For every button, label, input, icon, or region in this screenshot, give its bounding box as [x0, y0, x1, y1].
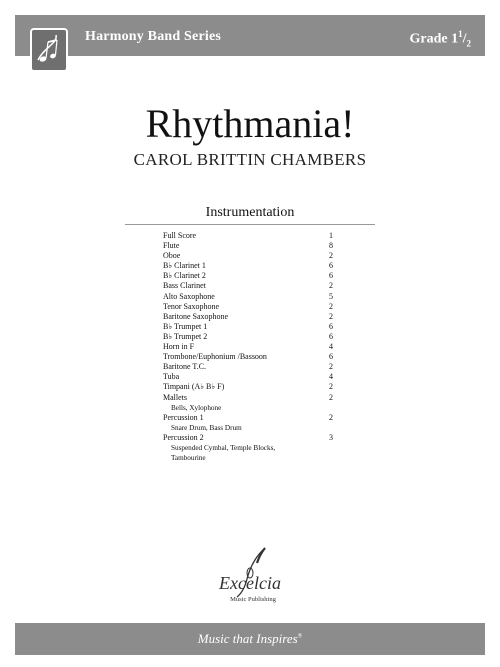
instrument-quantity: 2 — [329, 412, 333, 422]
instrument-name: Oboe — [163, 251, 181, 261]
instrumentation-item — [163, 292, 343, 302]
instrument-name: Percussion 1 — [163, 412, 204, 422]
publisher-subtitle: Music Publishing — [230, 596, 276, 603]
publisher-name: Excelcia — [219, 573, 281, 593]
instrument-quantity: 2 — [329, 392, 333, 402]
instrument-quantity: 2 — [329, 281, 333, 291]
grade-text: Grade 1 — [409, 31, 459, 47]
instrumentation-item — [163, 302, 343, 312]
instrument-quantity: 6 — [329, 352, 333, 362]
instrument-name: B♭ Trumpet 2 — [163, 331, 208, 341]
instrumentation-item — [163, 322, 343, 332]
instrument-name: Full Score — [163, 231, 197, 240]
instrumentation-item — [163, 281, 343, 291]
instrument-quantity: 2 — [329, 382, 333, 392]
instrument-quantity: 6 — [329, 331, 333, 341]
instrumentation-list — [163, 231, 343, 463]
instrument-quantity: 2 — [329, 362, 333, 372]
instrument-quantity: 2 — [329, 301, 333, 311]
instrument-name: Snare Drum, Bass Drum — [171, 423, 242, 432]
instrumentation-detail — [163, 423, 343, 433]
instrumentation-item — [163, 241, 343, 251]
instrument-name: Baritone Saxophone — [163, 311, 229, 321]
instrument-quantity: 8 — [329, 241, 333, 251]
instrument-quantity: 4 — [329, 372, 333, 382]
instrument-name: Mallets — [163, 392, 187, 402]
instrument-quantity: 2 — [329, 251, 333, 261]
instrumentation-item — [163, 312, 343, 322]
instrument-name: B♭ Clarinet 2 — [163, 271, 206, 281]
instrument-quantity: 6 — [329, 321, 333, 331]
instrument-quantity: 6 — [329, 261, 333, 271]
instrument-quantity: 4 — [329, 342, 333, 352]
instrumentation-item — [163, 342, 343, 352]
instrument-name: Flute — [163, 241, 180, 251]
instrument-quantity: 6 — [329, 271, 333, 281]
instrumentation-item — [163, 393, 343, 403]
instrument-name: Trombone/Euphonium /Bassoon — [163, 352, 267, 362]
instrumentation-item — [163, 433, 343, 443]
instrument-name: Baritone T.C. — [163, 362, 207, 372]
instrumentation-item — [163, 413, 343, 423]
instrument-name: Timpani (A♭ B♭ F) — [163, 382, 225, 392]
instrument-name: Alto Saxophone — [163, 291, 215, 301]
footer-tagline — [0, 631, 500, 647]
instrument-name: Horn in F — [163, 342, 195, 352]
grade-fraction-numerator: 1 — [458, 29, 463, 39]
instrument-quantity: 1 — [329, 231, 333, 240]
instrumentation-item — [163, 261, 343, 271]
instrumentation-detail — [163, 403, 343, 413]
instrument-name: Suspended Cymbal, Temple Blocks, — [171, 443, 276, 452]
instrument-name: Percussion 2 — [163, 432, 204, 442]
instrument-name: Bells, Xylophone — [171, 403, 222, 412]
instrument-quantity: 2 — [329, 311, 333, 321]
instrumentation-item — [163, 231, 343, 241]
instrument-name: Tambourine — [171, 454, 206, 463]
instrumentation-divider — [125, 224, 375, 225]
instrument-quantity: 5 — [329, 291, 333, 301]
piece-title: Rhythmania! — [145, 101, 355, 146]
instrument-name: B♭ Clarinet 1 — [163, 261, 206, 271]
grade-fraction-denominator: 2 — [466, 38, 471, 49]
instrumentation-item — [163, 251, 343, 261]
tagline-text: Music that Inspires — [197, 631, 298, 646]
instrument-name: Bass Clarinet — [163, 281, 206, 291]
instrument-quantity — [329, 423, 343, 433]
instrument-name: Tuba — [163, 372, 180, 382]
instrument-name: Tenor Saxophone — [163, 301, 220, 311]
instrumentation-heading: Instrumentation — [205, 205, 295, 220]
publisher-logo-icon — [195, 545, 305, 610]
series-title: Harmony Band Series — [85, 29, 222, 44]
instrumentation-item — [163, 271, 343, 281]
instrumentation-item — [163, 332, 343, 342]
instrumentation-item — [163, 372, 343, 382]
instrument-quantity: 3 — [329, 432, 333, 442]
instrument-quantity — [329, 403, 343, 413]
instrumentation-item — [163, 362, 343, 372]
instrumentation-item — [163, 382, 343, 392]
instrument-name: B♭ Trumpet 1 — [163, 321, 208, 331]
publisher-logo — [195, 545, 305, 610]
instrument-quantity — [329, 443, 343, 453]
grade-label: Grade $1^1/_2$ — [409, 29, 471, 49]
instrumentation-detail — [163, 453, 343, 463]
instrumentation-detail — [163, 443, 343, 453]
composer-name: CAROL BRITTIN CHAMBERS — [133, 150, 367, 169]
tagline-mark: ® — [297, 633, 303, 640]
instrumentation-item — [163, 352, 343, 362]
instrument-quantity — [329, 453, 343, 463]
music-note-logo-icon — [30, 28, 68, 72]
